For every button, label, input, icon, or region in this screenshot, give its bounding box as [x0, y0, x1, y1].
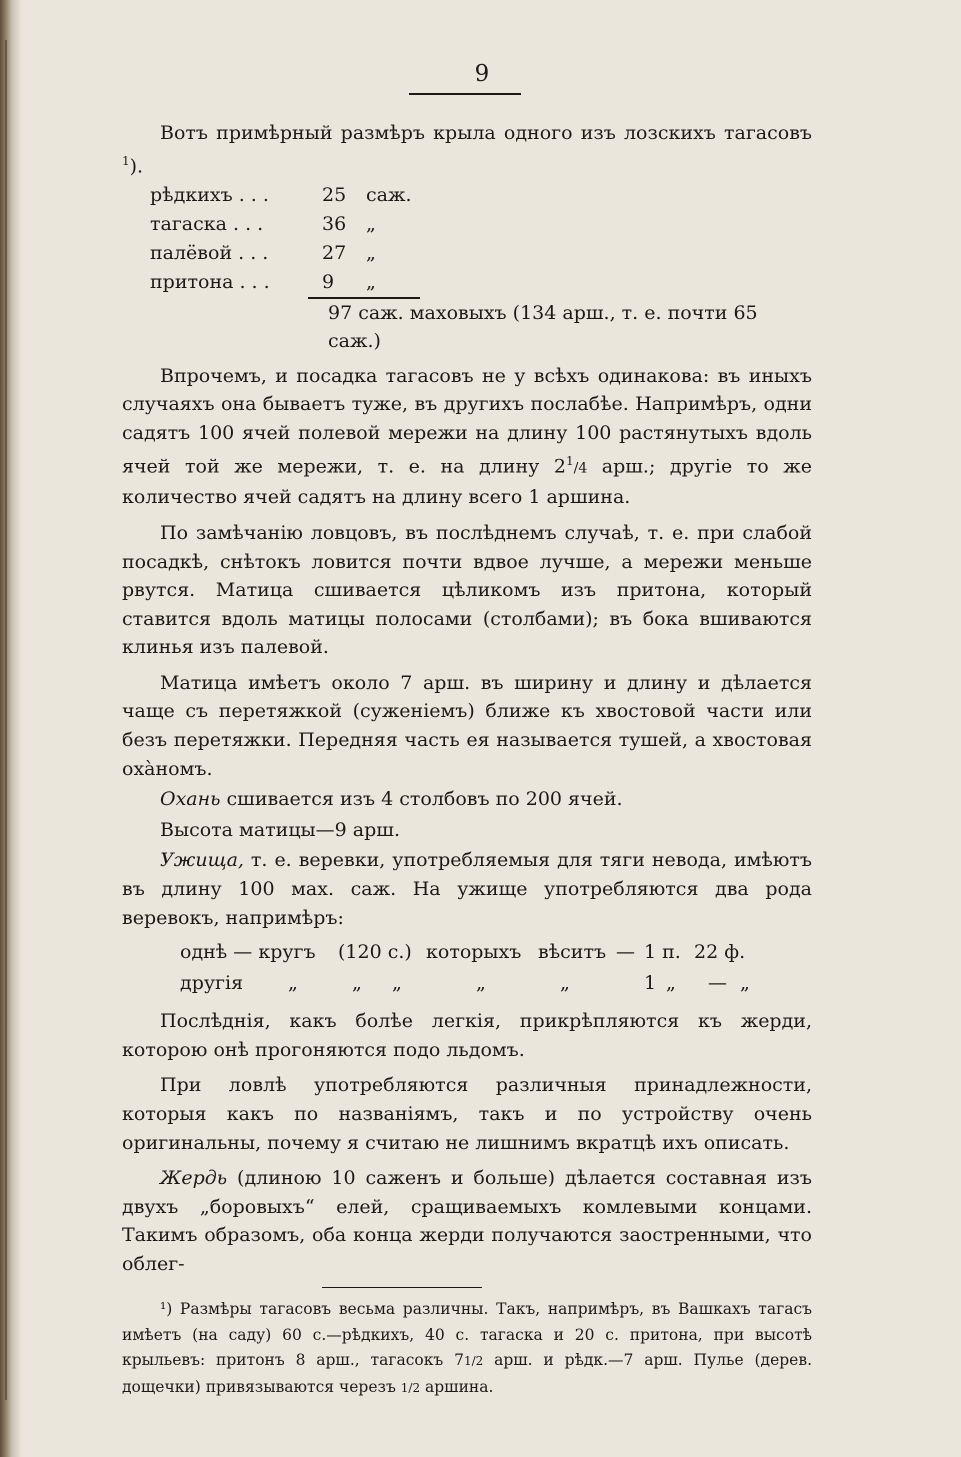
rope-row-2 [180, 969, 812, 1000]
rope-cell: вѣситъ [538, 941, 607, 964]
wing-size-unit: саж. [366, 184, 412, 207]
page-number: 9 [474, 61, 490, 87]
paragraph-6-text: т. е. веревки, употребляемыя для тяги невода, имѣютъ въ длину 100 мах. саж. На ужище употребляются два рода веревокъ, напримѣръ: [122, 849, 812, 929]
rope-cell: „ [560, 972, 570, 995]
term-zherd: Жердь [160, 1167, 228, 1190]
book-page [122, 60, 812, 1401]
paragraph-1-text: Впрочемъ, и посадка тагасовъ не у всѣхъ одинакова: въ иныхъ случаяхъ она бываетъ туже, въ другихъ послабѣе. Напримѣръ, одни садятъ 100 ячей полевой мережи на длину 100 растянутыхъ вдоль ячей той же мережи, т. е. на длину [122, 364, 812, 478]
fraction-numerator: 1 [565, 454, 574, 469]
rope-cell: которыхъ [426, 941, 522, 964]
wing-size-label: рѣдкихъ . . . [150, 184, 269, 207]
paragraph-3: Матица имѣетъ около 7 арш. въ ширину и длину и дѣлается чаще съ перетяжкой (суженіемъ) ближе къ хвостовой части или безъ перетяжки. Передняя часть ея называется тушей, а хвостовая охàномъ. [122, 671, 812, 780]
paragraph-4-text: сшивается изъ 4 столбовъ по 200 ячей. [220, 788, 623, 811]
wing-total: 97 саж. маховыхъ (134 арш., т. е. почти 65 саж.) [328, 301, 758, 352]
footnote-mark: ¹) [160, 1300, 173, 1319]
footnote-fraction-2: 1/2 [400, 1380, 421, 1395]
wing-size-unit: „ [366, 242, 376, 265]
intro-paragraph [122, 119, 812, 182]
term-uzhishcha: Ужища, [160, 849, 244, 872]
paragraph-1 [122, 362, 812, 512]
rope-cell: „ [392, 972, 402, 995]
footnote-rule [322, 1287, 482, 1289]
fraction-whole: 2 [553, 455, 566, 478]
intro-tail: ). [129, 155, 144, 178]
wing-size-row [150, 239, 812, 268]
wing-size-label: тагаска . . . [150, 213, 264, 236]
wing-size-row [150, 268, 812, 297]
rope-cell: 22 ф. [694, 941, 746, 964]
rope-cell: „ [288, 972, 298, 995]
wing-size-label: притона . . . [150, 271, 270, 294]
rope-cell: „ [352, 972, 362, 995]
rope-cell: другія [180, 972, 244, 995]
wing-size-label: палёвой . . . [150, 242, 269, 265]
rope-cell: однѣ — кругъ [180, 941, 316, 964]
paragraph-2: По замѣчанію ловцовъ, въ послѣднемъ случаѣ, т. е. при слабой посадкѣ, снѣтокъ ловится почти вдвое лучше, а мережи меньше рвутся. Матица сшивается цѣликомъ изъ притона, который ставится вдоль матицы полосами (столбами); въ бока вшиваются клинья изъ палевой. [122, 521, 812, 659]
paragraph-9-text: (длиною 10 саженъ и больше) дѣлается составная изъ двухъ „боровыхъ“ елей, сращиваемыхъ комлевыми концами. Такимъ образомъ, оба конца жерди получаются заостренными, что облег- [122, 1167, 812, 1275]
book-spine-shadow [0, 0, 22, 1457]
wing-size-value: 25 [322, 184, 347, 207]
paragraph-5: Высота матицы—9 арш. [160, 818, 400, 841]
footnote-text: Размѣры тагасовъ весьма различны. Такъ, напримѣръ, въ Вашкахъ тагасъ имѣетъ (на саду) 60 с.—рѣдкихъ, 40 с. тагаска и 20 с. притона, при высотѣ крыльевъ: притонъ 8 арш., тагасокъ 7 [122, 1300, 812, 1370]
paragraph-8: При ловлѣ употребляются различныя принадлежности, которыя какъ по названіямъ, такъ и по устройству очень оригинальны, почему я считаю не лишнимъ вкратцѣ ихъ описать. [122, 1074, 812, 1154]
footnote-tail: аршина. [420, 1377, 494, 1396]
paragraph-9 [122, 1164, 812, 1278]
paragraph-1-tail: арш.; другіе то же количество ячей садятъ на длину всего 1 аршина. [122, 455, 812, 509]
intro-footnote-mark: 1 [122, 154, 130, 169]
intro-text: Вотъ примѣрный размѣръ крыла одного изъ лозскихъ тагасовъ [160, 121, 812, 144]
term-ohan: Охань [160, 788, 221, 811]
footnote-fraction: 1/2 [463, 1354, 484, 1369]
footnote-middle: арш. и рѣдк.—7 арш. Пулье (дерев. дощечки) привязываются черезъ [122, 1351, 812, 1396]
wing-size-unit: „ [366, 213, 376, 236]
rope-cell: „ [666, 972, 676, 995]
wing-size-value: 27 [322, 242, 347, 265]
rope-cell: — [708, 972, 727, 995]
wing-size-unit: „ [366, 271, 376, 294]
wing-size-row [150, 210, 812, 239]
binding-edge [5, 40, 7, 1400]
rope-cell: — [616, 941, 635, 964]
paragraph-4 [122, 785, 812, 814]
rope-cell: 1 п. [644, 941, 681, 964]
wing-size-value: 36 [322, 213, 347, 236]
rope-cell: 1 [644, 972, 657, 995]
footnote [122, 1297, 812, 1401]
fraction-denominator: /4 [573, 460, 588, 477]
paragraph-7: Послѣднія, какъ болѣе легкія, прикрѣпляются къ жерди, которою онѣ прогоняются подо льдомъ. [122, 1010, 812, 1061]
wing-size-list [150, 181, 812, 297]
rope-cell: (120 с.) [338, 941, 412, 964]
wing-size-row [150, 181, 812, 210]
paragraph-6 [122, 846, 812, 932]
rope-cell: „ [740, 972, 750, 995]
rope-row-1 [180, 938, 812, 969]
rope-cell: „ [476, 972, 486, 995]
wing-size-value: 9 [322, 271, 335, 294]
